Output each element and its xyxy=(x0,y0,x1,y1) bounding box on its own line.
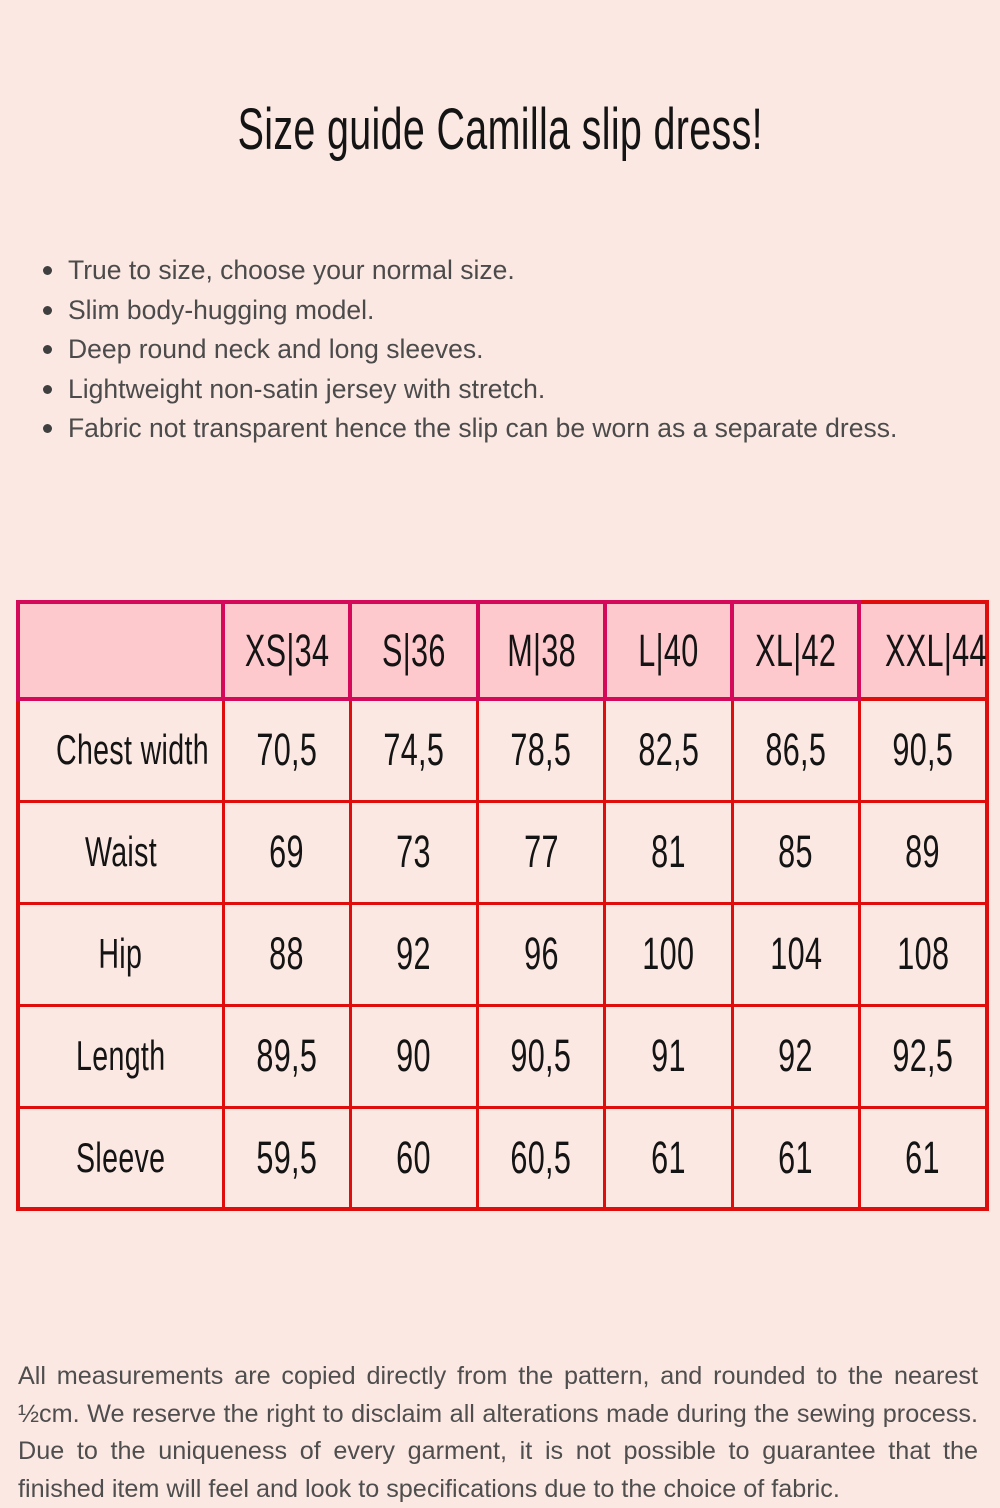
size-column-header-s: S|36 xyxy=(350,602,477,699)
value-cell: 96 xyxy=(478,903,605,1005)
value-cell: 100 xyxy=(605,903,732,1005)
page-title: Size guide Camilla slip dress! xyxy=(237,97,763,162)
row-label-cell: Chest width xyxy=(18,699,223,801)
value-cell: 104 xyxy=(732,903,859,1005)
value-cell: 92 xyxy=(732,1005,859,1107)
feature-item: Lightweight non-satin jersey with stretch. xyxy=(42,370,962,410)
feature-item: True to size, choose your normal size. xyxy=(42,251,962,291)
table-row-length xyxy=(18,1005,987,1107)
value-cell: 77 xyxy=(478,801,605,903)
value-cell: 60,5 xyxy=(478,1107,605,1209)
value-cell: 89 xyxy=(859,801,986,903)
value-cell: 90,5 xyxy=(478,1005,605,1107)
value-cell: 59,5 xyxy=(223,1107,350,1209)
value-cell: 90,5 xyxy=(859,699,986,801)
value-cell: 78,5 xyxy=(478,699,605,801)
feature-item: Slim body-hugging model. xyxy=(42,291,962,331)
size-column-header-xs: XS|34 xyxy=(223,602,350,699)
feature-list xyxy=(42,251,962,449)
table-row-waist xyxy=(18,801,987,903)
size-table xyxy=(16,600,989,1211)
table-row-hip xyxy=(18,903,987,1005)
value-cell: 90 xyxy=(350,1005,477,1107)
value-cell: 86,5 xyxy=(732,699,859,801)
value-cell: 61 xyxy=(859,1107,986,1209)
size-column-header-l: L|40 xyxy=(605,602,732,699)
value-cell: 70,5 xyxy=(223,699,350,801)
row-label-cell: Length xyxy=(18,1005,223,1107)
feature-item: Deep round neck and long sleeves. xyxy=(42,330,962,370)
value-cell: 73 xyxy=(350,801,477,903)
value-cell: 88 xyxy=(223,903,350,1005)
feature-item: Fabric not transparent hence the slip can be worn as a separate dress. xyxy=(42,409,962,449)
value-cell: 60 xyxy=(350,1107,477,1209)
value-cell: 85 xyxy=(732,801,859,903)
value-cell: 74,5 xyxy=(350,699,477,801)
value-cell: 108 xyxy=(859,903,986,1005)
table-row-sleeve xyxy=(18,1107,987,1209)
value-cell: 92,5 xyxy=(859,1005,986,1107)
value-cell: 81 xyxy=(605,801,732,903)
table-header-row xyxy=(18,602,987,699)
value-cell: 82,5 xyxy=(605,699,732,801)
value-cell: 92 xyxy=(350,903,477,1005)
value-cell: 91 xyxy=(605,1005,732,1107)
size-column-header-xl: XL|42 xyxy=(732,602,859,699)
table-corner-cell xyxy=(18,602,223,699)
row-label-cell: Hip xyxy=(18,903,223,1005)
value-cell: 89,5 xyxy=(223,1005,350,1107)
row-label-cell: Waist xyxy=(18,801,223,903)
size-column-header-xxl: XXL|44 xyxy=(859,602,986,699)
value-cell: 69 xyxy=(223,801,350,903)
title-section xyxy=(0,94,1000,166)
value-cell: 61 xyxy=(605,1107,732,1209)
value-cell: 61 xyxy=(732,1107,859,1209)
row-label-cell: Sleeve xyxy=(18,1107,223,1209)
table-row-chest-width xyxy=(18,699,987,801)
size-column-header-m: M|38 xyxy=(478,602,605,699)
disclaimer-text: All measurements are copied directly from the pattern, and rounded to the nearest ½cm. We reserve the right to disclaim all alterations made during the sewing process. Due to the uniqueness of every garment, it is not possible to guarantee that the finished item will feel and look to specifications due to the choice of fabric. xyxy=(18,1362,978,1503)
